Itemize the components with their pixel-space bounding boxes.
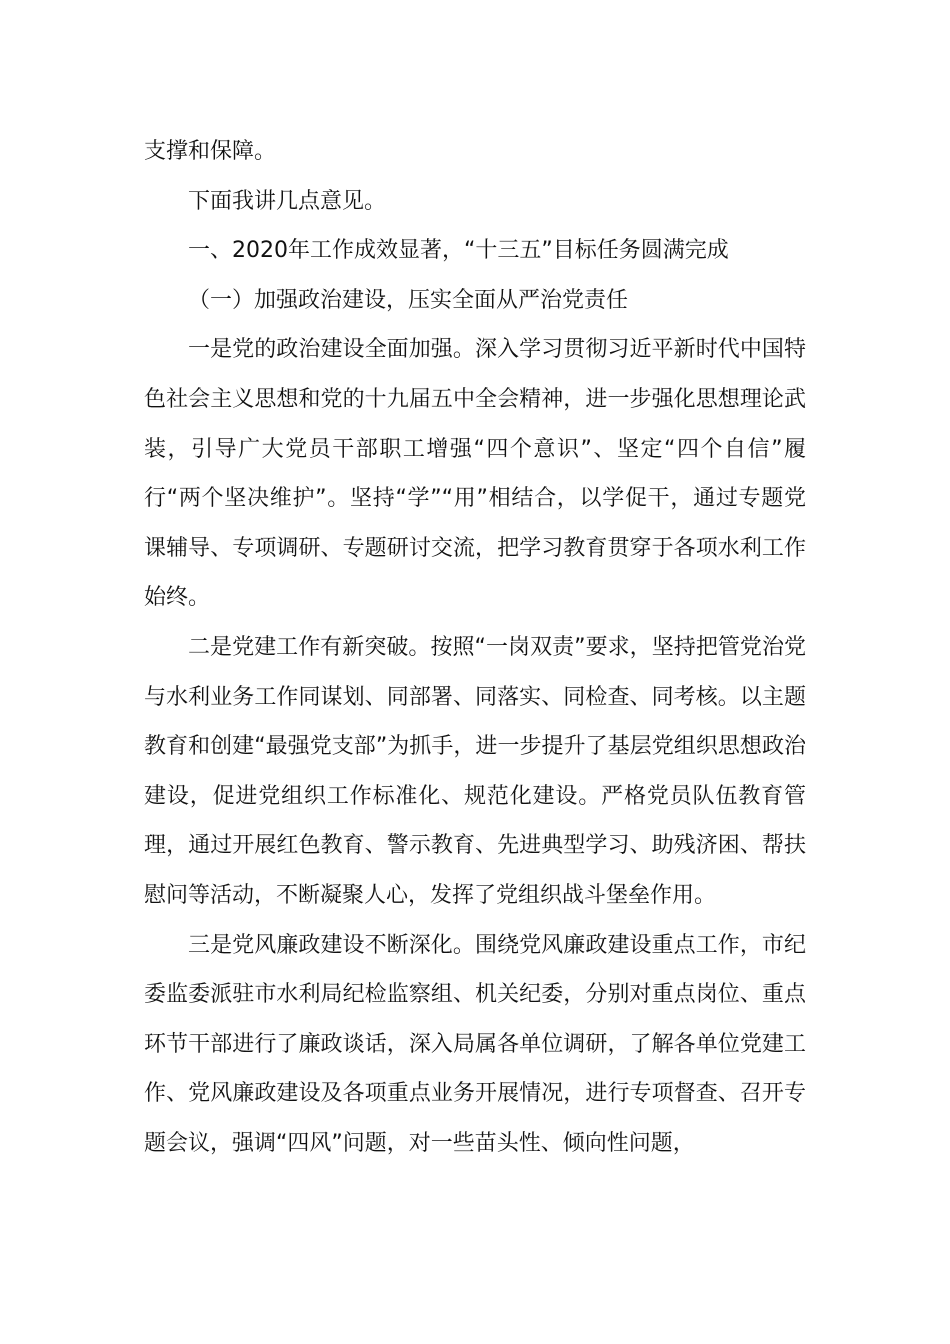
document-body <box>144 127 806 1168</box>
paragraph-party-building: 二是党建工作有新突破。按照“一岗双责”要求，坚持把管党治党与水利业务工作同谋划、同部署、同落实、同检查、同考核。以主题教育和创建“最强党支部”为抓手，进一步提升了基层党组织思想政治建设，促进党组织工作标准化、规范化建设。严格党员队伍教育管理，通过开展红色教育、警示教育、先进典型学习、助残济困、帮扶慰问等活动，不断凝聚人心，发挥了党组织战斗堡垒作用。 <box>144 634 806 908</box>
section-heading: 一、2020年工作成效显著，“十三五”目标任务圆满完成 <box>188 238 729 264</box>
subsection-heading: （一）加强政治建设，压实全面从严治党责任 <box>188 287 629 313</box>
paragraph-intro: 下面我讲几点意见。 <box>188 188 387 214</box>
paragraph-integrity-building: 三是党风廉政建设不断深化。围绕党风廉政建设重点工作，市纪委监委派驻市水利局纪检监察组、机关纪委，分别对重点岗位、重点环节干部进行了廉政谈话，深入局属各单位调研，了解各单位党建工作、党风廉政建设及各项重点业务开展情况，进行专项督查、召开专题会议，强调“四风”问题，对一些苗头性、倾向性问题， <box>144 932 806 1156</box>
paragraph-political-building: 一是党的政治建设全面加强。深入学习贯彻习近平新时代中国特色社会主义思想和党的十九届五中全会精神，进一步强化思想理论武装，引导广大党员干部职工增强“四个意识”、坚定“四个自信”履行“两个坚决维护”。坚持“学”“用”相结合，以学促干，通过专题党课辅导、专项调研、专题研讨交流，把学习教育贯穿于各项水利工作始终。 <box>144 337 806 611</box>
paragraph-continuation: 支撑和保障。 <box>144 139 277 164</box>
